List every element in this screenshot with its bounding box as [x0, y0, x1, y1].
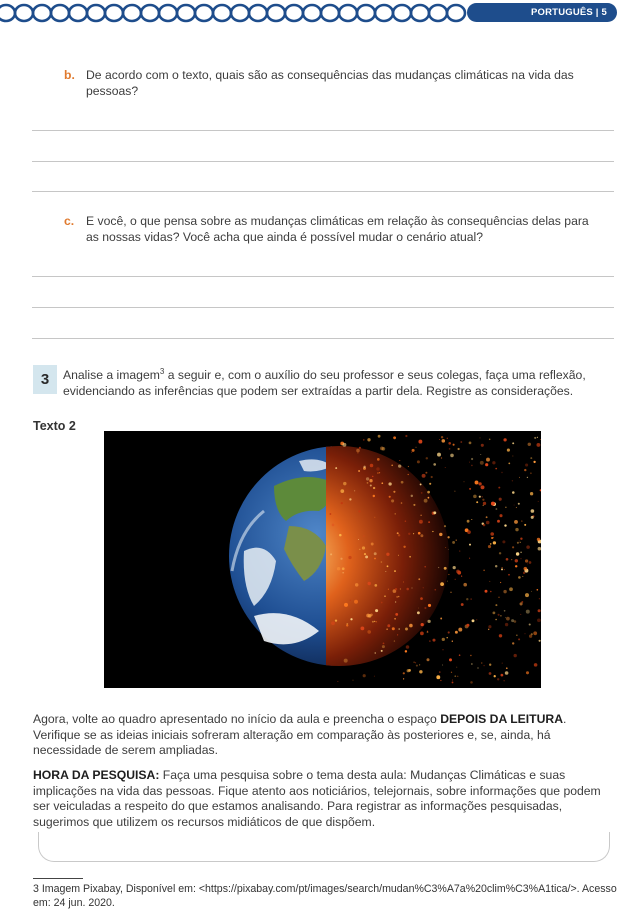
item-3-text-after: a seguir e, com o auxílio do seu professor e seus colegas, faça uma reflexão, evidenciando as inferências que podem ser extraídas a partir dela. Registre as considerações. [63, 368, 586, 399]
question-c [64, 213, 604, 245]
answer-line[interactable] [32, 338, 614, 339]
paragraph-1-before: Agora, volte ao quadro apresentado no início da aula e preencha o espaço [33, 712, 441, 726]
question-letter-c: c. [64, 214, 75, 228]
question-b-text: De acordo com o texto, quais são as consequências das mudanças climáticas na vida das pessoas? [86, 68, 574, 98]
footnote: 3 Imagem Pixabay, Disponível em: <https://pixabay.com/pt/images/search/mudan%C3%A7a%20clim%C3%A1tica/>. Acesso em: 24 jun. 2020. [33, 883, 617, 909]
paragraph-1-after: . Verifique se as ideias iniciais sofreram alteração em comparação às posteriores e, se, ainda, há necessidade de serem ampliadas. [33, 712, 567, 757]
texto-2-label: Texto 2 [33, 419, 76, 433]
earth-burning-image [104, 431, 541, 688]
subject-page-label: PORTUGUÊS | 5 [531, 7, 607, 18]
item-number-badge [33, 365, 57, 394]
question-letter-b: b. [64, 68, 75, 82]
research-answer-box[interactable] [38, 832, 610, 862]
question-b [64, 67, 604, 99]
answer-line[interactable] [32, 130, 614, 131]
research-paragraph [33, 768, 613, 830]
footnote-reference[interactable]: 3 [159, 367, 165, 376]
paragraph-1-bold: DEPOIS DA LEITURA [440, 712, 564, 726]
answer-line[interactable] [32, 307, 614, 308]
footnote-divider [33, 878, 83, 879]
subject-page-badge [467, 3, 617, 22]
answer-line[interactable] [32, 161, 614, 162]
item-3-text-before: Analise a imagem [63, 368, 160, 383]
decorative-chain-border [0, 2, 470, 24]
paragraph-2-bold: HORA DA PESQUISA: [33, 768, 160, 782]
paragraph-2-after: Faça uma pesquisa sobre o tema desta aula: Mudanças Climáticas e suas implicações na vida das pessoas. Fique atento aos noticiários, telejornais, sobre informações que podem ser veiculadas a respeito do que estamos analisando. Para registrar as informações pesquisadas, sugerimos que utilizem os recursos midiáticos de que dispõem. [33, 768, 601, 829]
instruction-paragraph [33, 712, 613, 759]
page-header [0, 0, 623, 28]
item-3-instructions [63, 364, 608, 399]
answer-line[interactable] [32, 191, 614, 192]
question-c-text: E você, o que pensa sobre as mudanças climáticas em relação às consequências delas para as nossas vidas? Você acha que ainda é possível mudar o cenário atual? [86, 214, 589, 244]
answer-line[interactable] [32, 276, 614, 277]
item-number: 3 [40, 371, 50, 388]
